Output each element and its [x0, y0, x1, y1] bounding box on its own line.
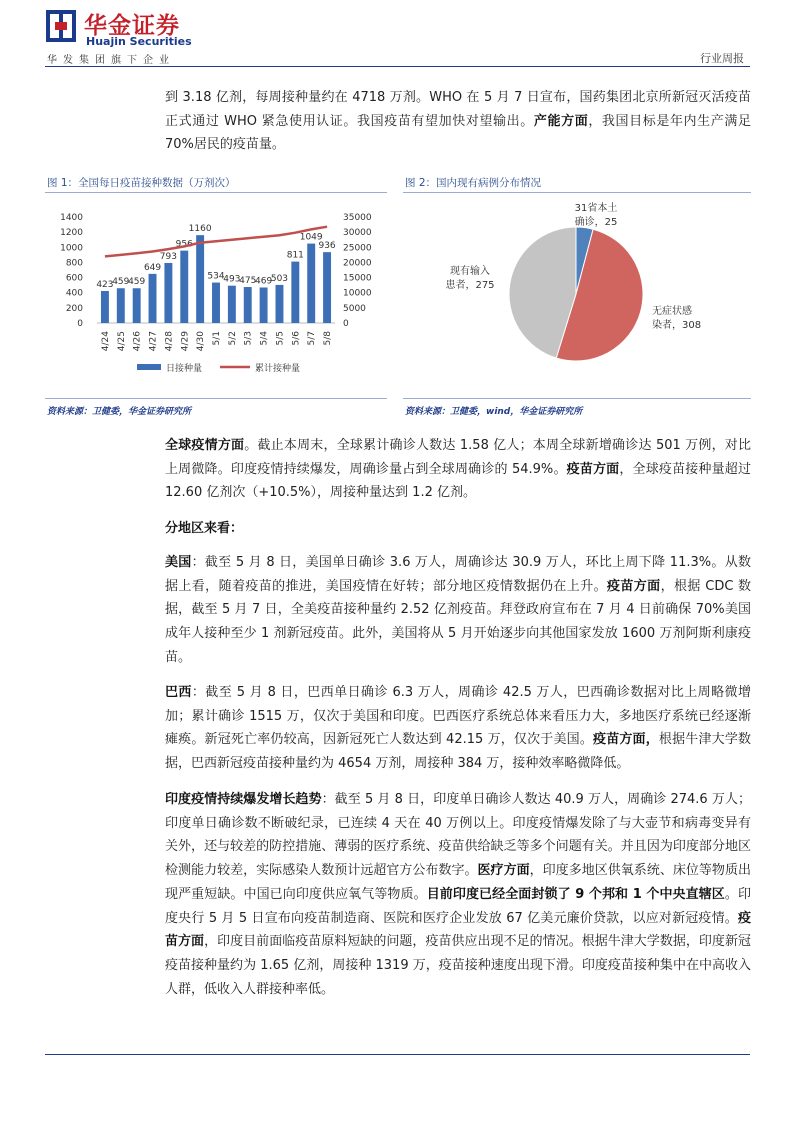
- usa-paragraph: [165, 551, 751, 670]
- left-tick-label: 0: [77, 319, 83, 329]
- intro-tail: ，我国目标是年内生产满足 70%居民的疫苗量。: [165, 113, 751, 153]
- category-tick-label: 4/24: [100, 331, 111, 352]
- fig1-title: 图 1：全国每日疫苗接种数据（万剂次）: [47, 177, 236, 189]
- usa-heading: 美国: [165, 555, 192, 570]
- right-axis: [343, 213, 372, 329]
- daily-bar: [196, 235, 204, 323]
- india-medical-text: ，印度多地区供氧系统、床位等物质出现严重短缺。中国已向印度供应氧气等物质。: [165, 863, 751, 902]
- daily-bar: [291, 262, 299, 323]
- region-heading: [165, 517, 751, 541]
- right-tick-label: 15000: [343, 273, 372, 284]
- daily-bar: [323, 252, 331, 323]
- bar-value-label: 459: [128, 277, 146, 288]
- daily-bar: [101, 291, 109, 323]
- daily-bar: [307, 244, 315, 323]
- right-tick-label: 25000: [343, 243, 372, 254]
- right-tick-label: 30000: [343, 228, 372, 239]
- india-text: ：截至 5 月 8 日，印度单日确诊人数达 40.9 万人，周确诊 274.6 万人；印度单日确诊数不断破纪录，已连续 4 天在 40 万例以上。印度疫情爆发除了与大壶节和病毒变异有关外，还与较差的防控措施、薄弱的医疗系统、疫苗供给缺乏等多个问题有关。并且因为印度部分地区检测能力较差，实际感染人数预计远超官方公布数字。: [165, 792, 751, 879]
- bar-value-label: 493: [223, 274, 241, 285]
- daily-bar: [180, 251, 188, 323]
- daily-bar: [133, 288, 141, 323]
- category-tick-label: 5/6: [291, 331, 302, 346]
- pie-label-line2: 患者，275: [445, 280, 495, 291]
- right-tick-label: 0: [343, 319, 349, 329]
- legend-daily-label: 日接种量: [166, 364, 203, 374]
- daily-bar: [276, 285, 284, 323]
- intro-bold: 产能方面: [533, 113, 589, 129]
- fig1-chart: [45, 196, 390, 388]
- fig2-title: 图 2：国内现有病例分布情况: [405, 177, 542, 189]
- daily-bar: [260, 287, 268, 323]
- right-tick-label: 20000: [343, 258, 372, 269]
- brand-logo-icon: [46, 10, 76, 42]
- brazil-paragraph: [165, 681, 751, 776]
- category-tick-label: 5/4: [259, 331, 270, 346]
- bar-value-label: 811: [286, 250, 304, 261]
- category-tick-label: 5/2: [227, 331, 238, 346]
- intro-text: 到 3.18 亿剂，每周接种量约在 4718 万剂。WHO 在 5 月 7 日宣布，国药集团北京所新冠灭活疫苗正式通过 WHO 紧急使用认证。我国疫苗有望加快对望输出。: [165, 90, 751, 129]
- category-tick-label: 4/25: [116, 331, 127, 352]
- pie-label-line2: 确诊，25: [574, 217, 618, 228]
- report-type: 行业周报: [700, 52, 744, 65]
- bar-value-label: 936: [318, 241, 336, 252]
- india-paragraph: [165, 788, 751, 1001]
- fig2-title-rule: [403, 192, 751, 193]
- category-tick-label: 4/30: [196, 331, 207, 352]
- bar-value-label: 1160: [188, 224, 212, 235]
- fig1-source-rule: [45, 398, 387, 399]
- intro-paragraph: [165, 86, 751, 157]
- bar-value-label: 469: [255, 276, 273, 287]
- legend-bar-swatch: [137, 364, 161, 370]
- brand-name-en: Huajin Securities: [86, 35, 192, 48]
- category-tick-label: 5/8: [323, 331, 334, 346]
- fig2-source: 资料来源：卫健委，wind，华金证券研究所: [405, 407, 583, 417]
- usa-vaccine-heading: 疫苗方面: [607, 578, 661, 594]
- global-vaccine-heading: 疫苗方面: [566, 461, 620, 477]
- header-divider: [45, 66, 750, 67]
- left-tick-label: 1200: [60, 228, 83, 239]
- brazil-heading: 巴西: [165, 685, 192, 700]
- footer-divider: [45, 1054, 750, 1055]
- bar-value-label: 649: [143, 262, 162, 273]
- fig2-source-rule: [403, 398, 751, 399]
- fig1-legend: [137, 362, 300, 374]
- left-tick-label: 1000: [60, 243, 83, 254]
- india-vaccine-text: ，印度目前面临疫苗原料短缺的问题，疫苗供应出现不足的情况。根据牛津大学数据，印度新冠疫苗接种量约为 1.65 亿剂，周接种 1319 万，疫苗接种速度出现下滑。印度疫苗接种集中在中高收入人群，低收入人群接种率低。: [165, 934, 751, 997]
- brand-logo: [46, 10, 76, 42]
- bar-value-label: 793: [159, 251, 177, 262]
- brand-slogan: 华发集团旗下企业: [47, 55, 175, 66]
- category-tick-label: 5/5: [275, 331, 286, 346]
- india-vaccine-heading: 疫苗方面: [165, 910, 751, 950]
- brazil-text: ：截至 5 月 8 日，巴西单日确诊 6.3 万人，周确诊 42.5 万人，巴西确诊数据对比上周略微增加；累计确诊 1515 万，仅次于美国和印度。巴西医疗系统总体来看压力大，多地医疗系统已经逐渐瘫痪。新冠死亡率仍较高，因新冠死亡人数达到 42.15 万，仅次于美国。: [165, 685, 751, 748]
- daily-bar: [117, 288, 125, 323]
- category-tick-label: 5/3: [243, 331, 254, 346]
- daily-bar: [212, 283, 220, 323]
- bar-value-label: 956: [175, 239, 193, 250]
- right-tick-label: 5000: [343, 303, 366, 314]
- fig1-source: 资料来源：卫健委，华金证券研究所: [47, 407, 192, 417]
- daily-bar: [164, 263, 172, 323]
- daily-bar: [228, 286, 236, 323]
- right-tick-label: 35000: [343, 213, 372, 223]
- category-tick-label: 4/29: [180, 331, 191, 352]
- brazil-vaccine-text: 根据牛津大学数据，巴西新冠疫苗接种量约为 4654 万剂，周接种 384 万，接种效率略微降低。: [165, 732, 751, 772]
- india-lockdown-bold: 目前印度已经全面封锁了 9 个邦和 1 个中央直辖区: [426, 886, 725, 902]
- pie-label-line1: 现有输入: [450, 266, 490, 277]
- pie-label-line1: 无症状感: [652, 306, 692, 317]
- category-tick-label: 5/7: [307, 331, 318, 346]
- pie-label-line1: 31省本土: [574, 203, 618, 214]
- region-heading-text: 分地区来看：: [165, 521, 244, 536]
- india-bank-text: 。印度央行 5 月 5 日宣布向疫苗制造商、医院和医疗企业发放 67 亿美元廉价贷款，以应对新冠疫情。: [165, 886, 751, 926]
- right-tick-label: 10000: [343, 288, 372, 299]
- bar-value-label: 534: [207, 271, 225, 282]
- daily-bar: [244, 287, 252, 323]
- global-text: 。截止本周末，全球累计确诊人数达 1.58 亿人；本周全球新增确诊达 501 万例，对比上周微降。印度疫情持续爆发，周确诊量占到全球周确诊的 54.9%。: [165, 438, 751, 477]
- global-paragraph: [165, 434, 751, 505]
- global-heading: 全球疫情方面: [165, 438, 245, 453]
- usa-vaccine-text: ，根据 CDC 数据，截至 5 月 7 日，全美疫苗接种量约 2.52 亿剂疫苗。拜登政府宣布在 7 月 4 日前确保 70%美国成年人接种至少 1 剂新冠疫苗。此外，美国将从 5 月开始逐步向其他国家发放 1600 万剂阿斯利康疫苗。: [165, 578, 751, 665]
- bar-value-label: 459: [112, 277, 130, 288]
- bar-value-label: 503: [270, 273, 289, 284]
- left-tick-label: 600: [65, 273, 83, 284]
- legend-cumulative-label: 累计接种量: [255, 364, 301, 374]
- left-tick-label: 200: [65, 303, 83, 314]
- bar-value-label: 423: [96, 279, 114, 290]
- category-tick-label: 4/28: [164, 331, 175, 352]
- global-vaccine-text: ，全球疫苗接种量超过 12.60 亿剂次（+10.5%），周接种量达到 1.2 亿剂。: [165, 461, 751, 501]
- india-heading: 印度疫情持续爆发增长趋势: [165, 792, 322, 807]
- pie-label-line2: 染者，308: [652, 320, 702, 331]
- usa-text: ：截至 5 月 8 日，美国单日确诊 3.6 万人，周确诊达 30.9 万人，环比上周下降 11.3%。从数据上看，随着疫苗的推进，美国疫情在好转；部分地区疫情数据仍在上升。: [165, 555, 751, 594]
- left-tick-label: 1400: [60, 213, 83, 223]
- fig1-title-rule: [45, 192, 387, 193]
- left-tick-label: 400: [65, 288, 83, 299]
- left-tick-label: 800: [65, 258, 83, 269]
- bar-value-label: 475: [239, 276, 257, 287]
- fig2-chart: [403, 196, 751, 388]
- brand-name-cn: 华金证券: [84, 13, 180, 39]
- category-tick-label: 4/26: [132, 331, 143, 352]
- india-medical-heading: 医疗方面: [477, 863, 530, 879]
- daily-bar: [149, 274, 157, 323]
- category-tick-label: 5/1: [212, 331, 222, 346]
- left-axis: [60, 213, 83, 329]
- bar-value-label: 1049: [299, 232, 323, 243]
- category-tick-label: 4/27: [148, 331, 159, 352]
- brazil-vaccine-heading: 疫苗方面，: [593, 732, 659, 748]
